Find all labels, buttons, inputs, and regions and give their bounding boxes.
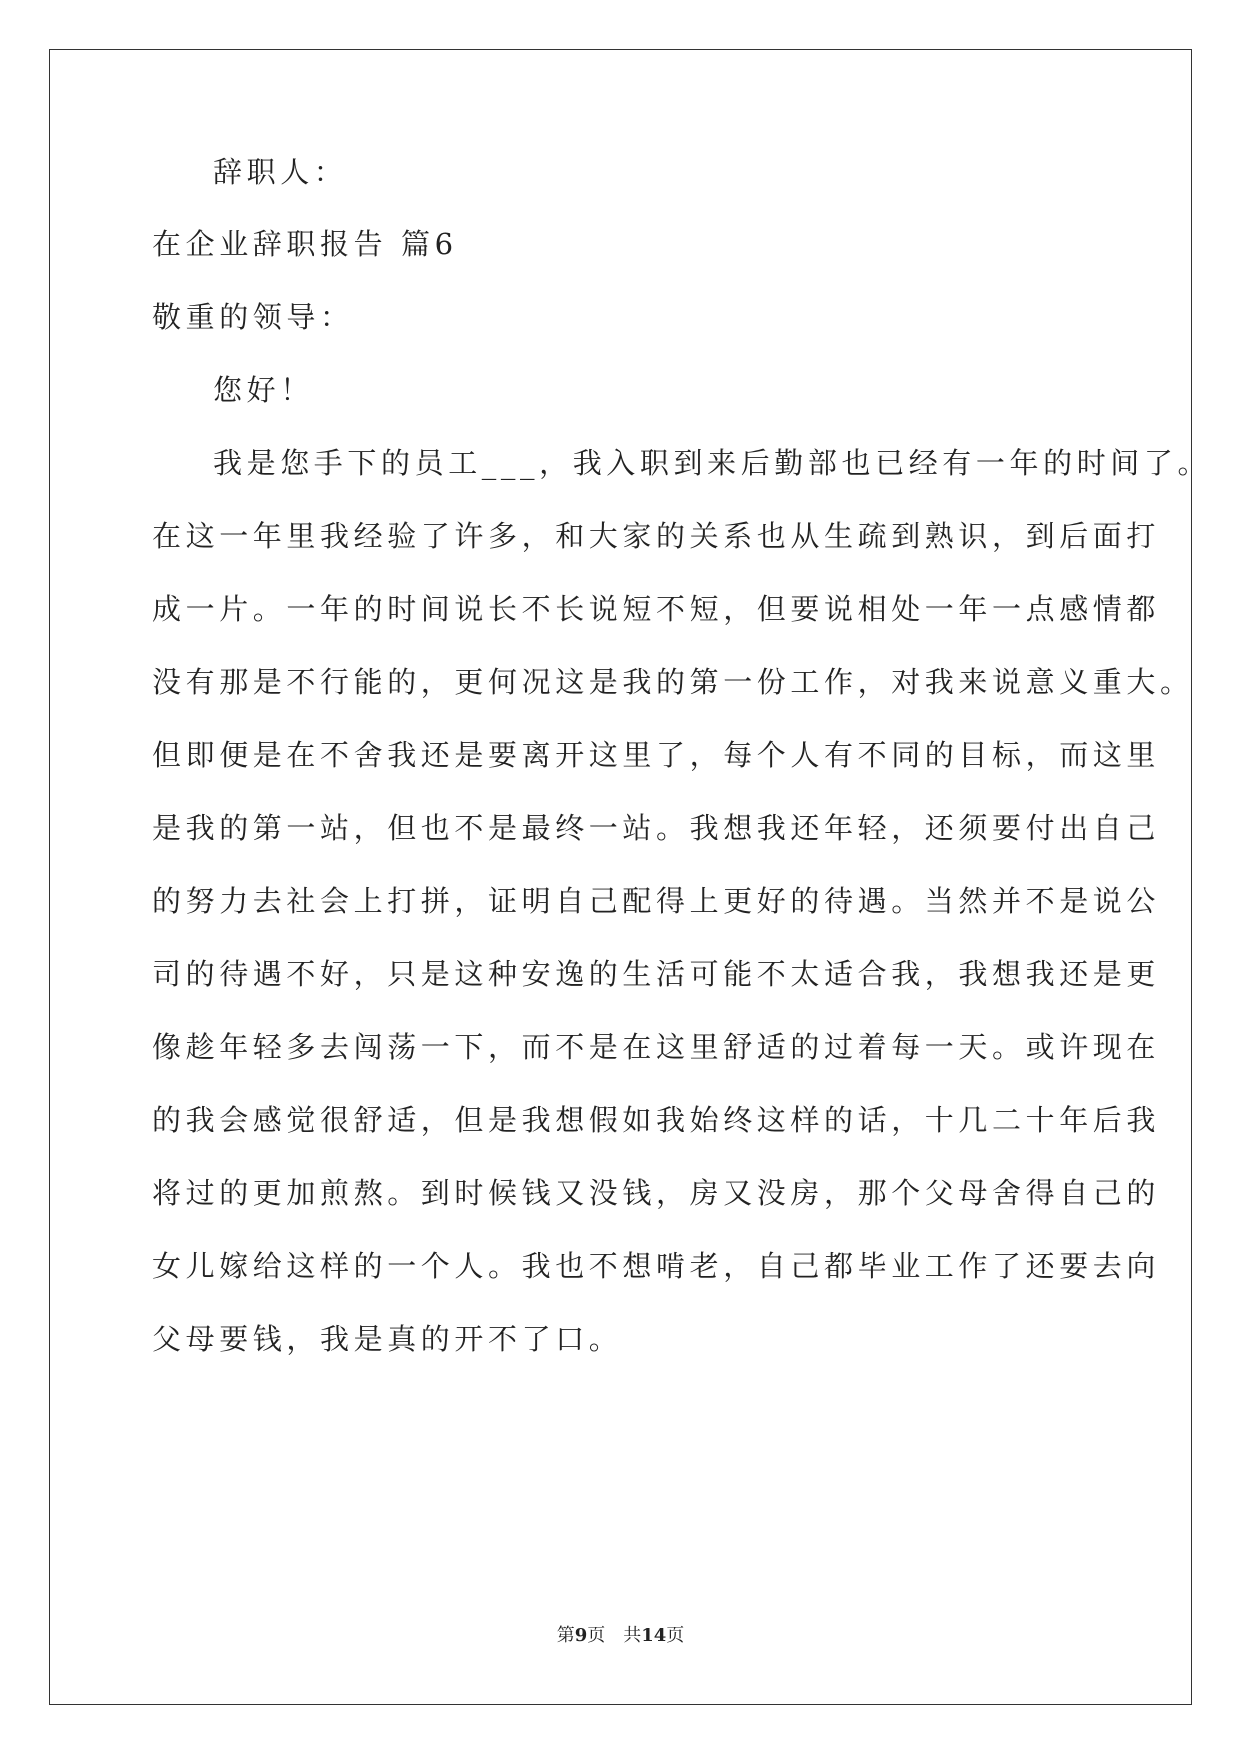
salutation: 敬重的领导：	[152, 300, 354, 334]
body-line: 女儿嫁给这样的一个人。我也不想啃老，自己都毕业工作了还要去向	[152, 1249, 1161, 1283]
body-line: 将过的更加煎熬。到时候钱又没钱，房又没房，那个父母舍得自己的	[152, 1176, 1161, 1210]
greeting: 您好！	[213, 373, 314, 407]
body-line: 但即便是在不舍我还是要离开这里了，每个人有不同的目标，而这里	[152, 738, 1161, 772]
page-border	[49, 49, 1192, 1705]
page-suffix: 页	[587, 1625, 606, 1646]
page-footer	[0, 1627, 1241, 1645]
page-prefix: 第	[556, 1625, 575, 1646]
body-line: 在这一年里我经验了许多，和大家的关系也从生疏到熟识，到后面打	[152, 519, 1161, 553]
page-current: 9	[574, 1625, 588, 1646]
body-line: 司的待遇不好，只是这种安逸的生活可能不太适合我，我想我还是更	[152, 957, 1161, 991]
total-suffix: 页	[666, 1625, 685, 1646]
body-line: 是我的第一站，但也不是最终一站。我想我还年轻，还须要付出自己	[152, 811, 1161, 845]
body-line: 父母要钱，我是真的开不了口。	[152, 1322, 623, 1356]
body-line: 的我会感觉很舒适，但是我想假如我始终这样的话，十几二十年后我	[152, 1103, 1161, 1137]
body-line: 成一片。一年的时间说长不长说短不短，但要说相处一年一点感情都	[152, 592, 1161, 626]
body-line: 没有那是不行能的，更何况这是我的第一份工作，对我来说意义重大。	[152, 665, 1194, 699]
body-line: 的努力去社会上打拼，证明自己配得上更好的待遇。当然并不是说公	[152, 884, 1161, 918]
signature-label: 辞职人：	[213, 155, 348, 189]
page-total: 14	[641, 1625, 667, 1646]
body-line: 我是您手下的员工___，我入职到来后勤部也已经有一年的时间了。	[213, 446, 1212, 480]
section-title: 在企业辞职报告 篇6	[152, 227, 458, 261]
total-prefix: 共	[623, 1625, 642, 1646]
body-line: 像趁年轻多去闯荡一下，而不是在这里舒适的过着每一天。或许现在	[152, 1030, 1161, 1064]
